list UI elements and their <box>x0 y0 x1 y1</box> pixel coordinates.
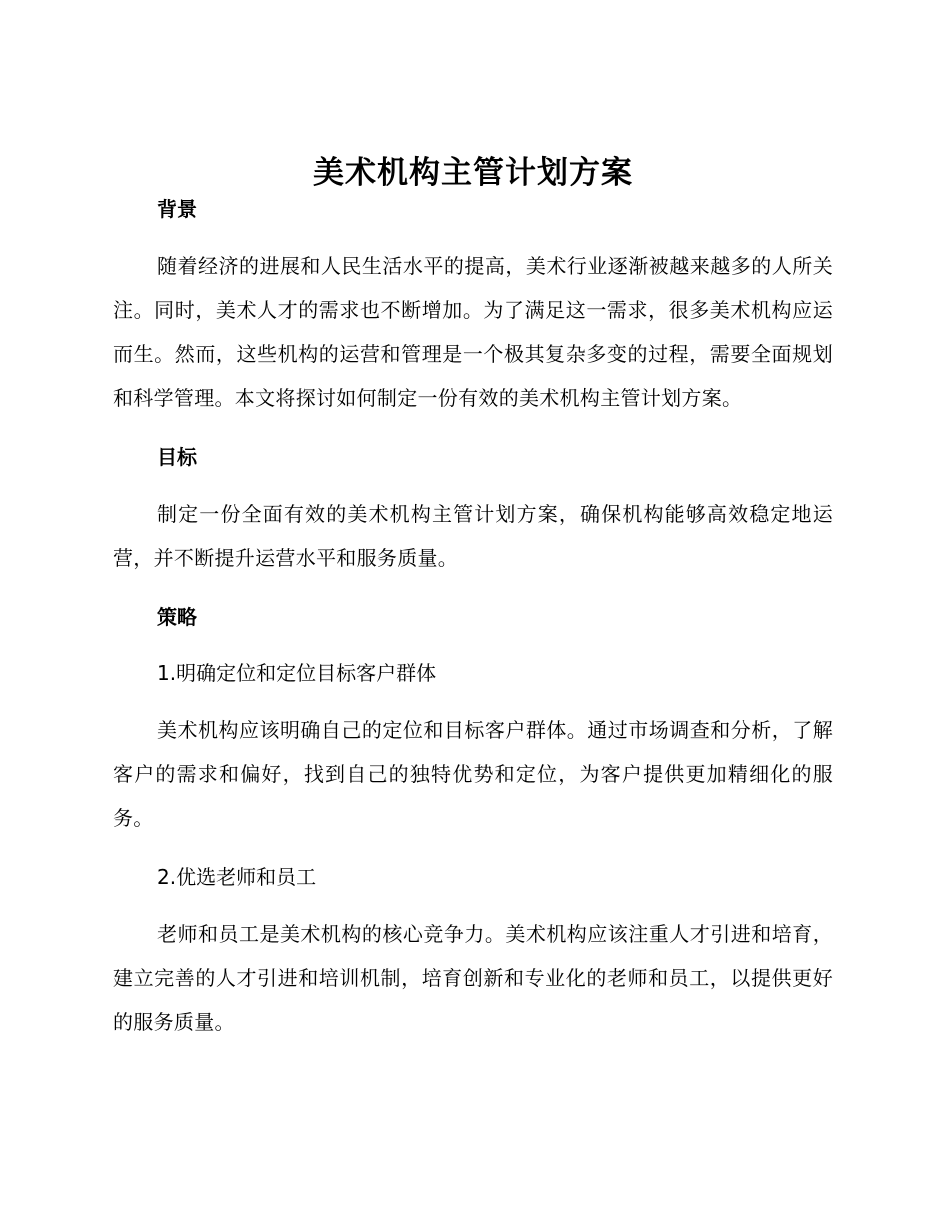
strategy-2-title: 2.优选老师和员工 <box>157 865 317 889</box>
background-heading: 背景 <box>157 197 197 221</box>
goal-heading: 目标 <box>157 445 197 469</box>
background-paragraph: 随着经济的进展和人民生活水平的提高，美术行业逐渐被越来越多的人所关注。同时，美术人才的需求也不断增加。为了满足这一需求，很多美术机构应运而生。然而，这些机构的运营和管理是一个极其复杂多变的过程，需要全面规划和科学管理。本文将探讨如何制定一份有效的美术机构主管计划方案。 <box>113 254 833 410</box>
strategy-2-paragraph: 老师和员工是美术机构的核心竞争力。美术机构应该注重人才引进和培育，建立完善的人才引进和培训机制，培育创新和专业化的老师和员工，以提供更好的服务质量。 <box>113 922 833 1034</box>
strategy-1-title: 1.明确定位和定位目标客户群体 <box>157 661 437 685</box>
strategy-1-paragraph: 美术机构应该明确自己的定位和目标客户群体。通过市场调查和分析，了解客户的需求和偏好，找到自己的独特优势和定位，为客户提供更加精细化的服务。 <box>113 718 833 830</box>
goal-paragraph: 制定一份全面有效的美术机构主管计划方案，确保机构能够高效稳定地运营，并不断提升运营水平和服务质量。 <box>113 502 833 570</box>
strategy-heading: 策略 <box>157 605 197 629</box>
document-title: 美术机构主管计划方案 <box>313 155 633 191</box>
document-page <box>113 150 833 1044</box>
